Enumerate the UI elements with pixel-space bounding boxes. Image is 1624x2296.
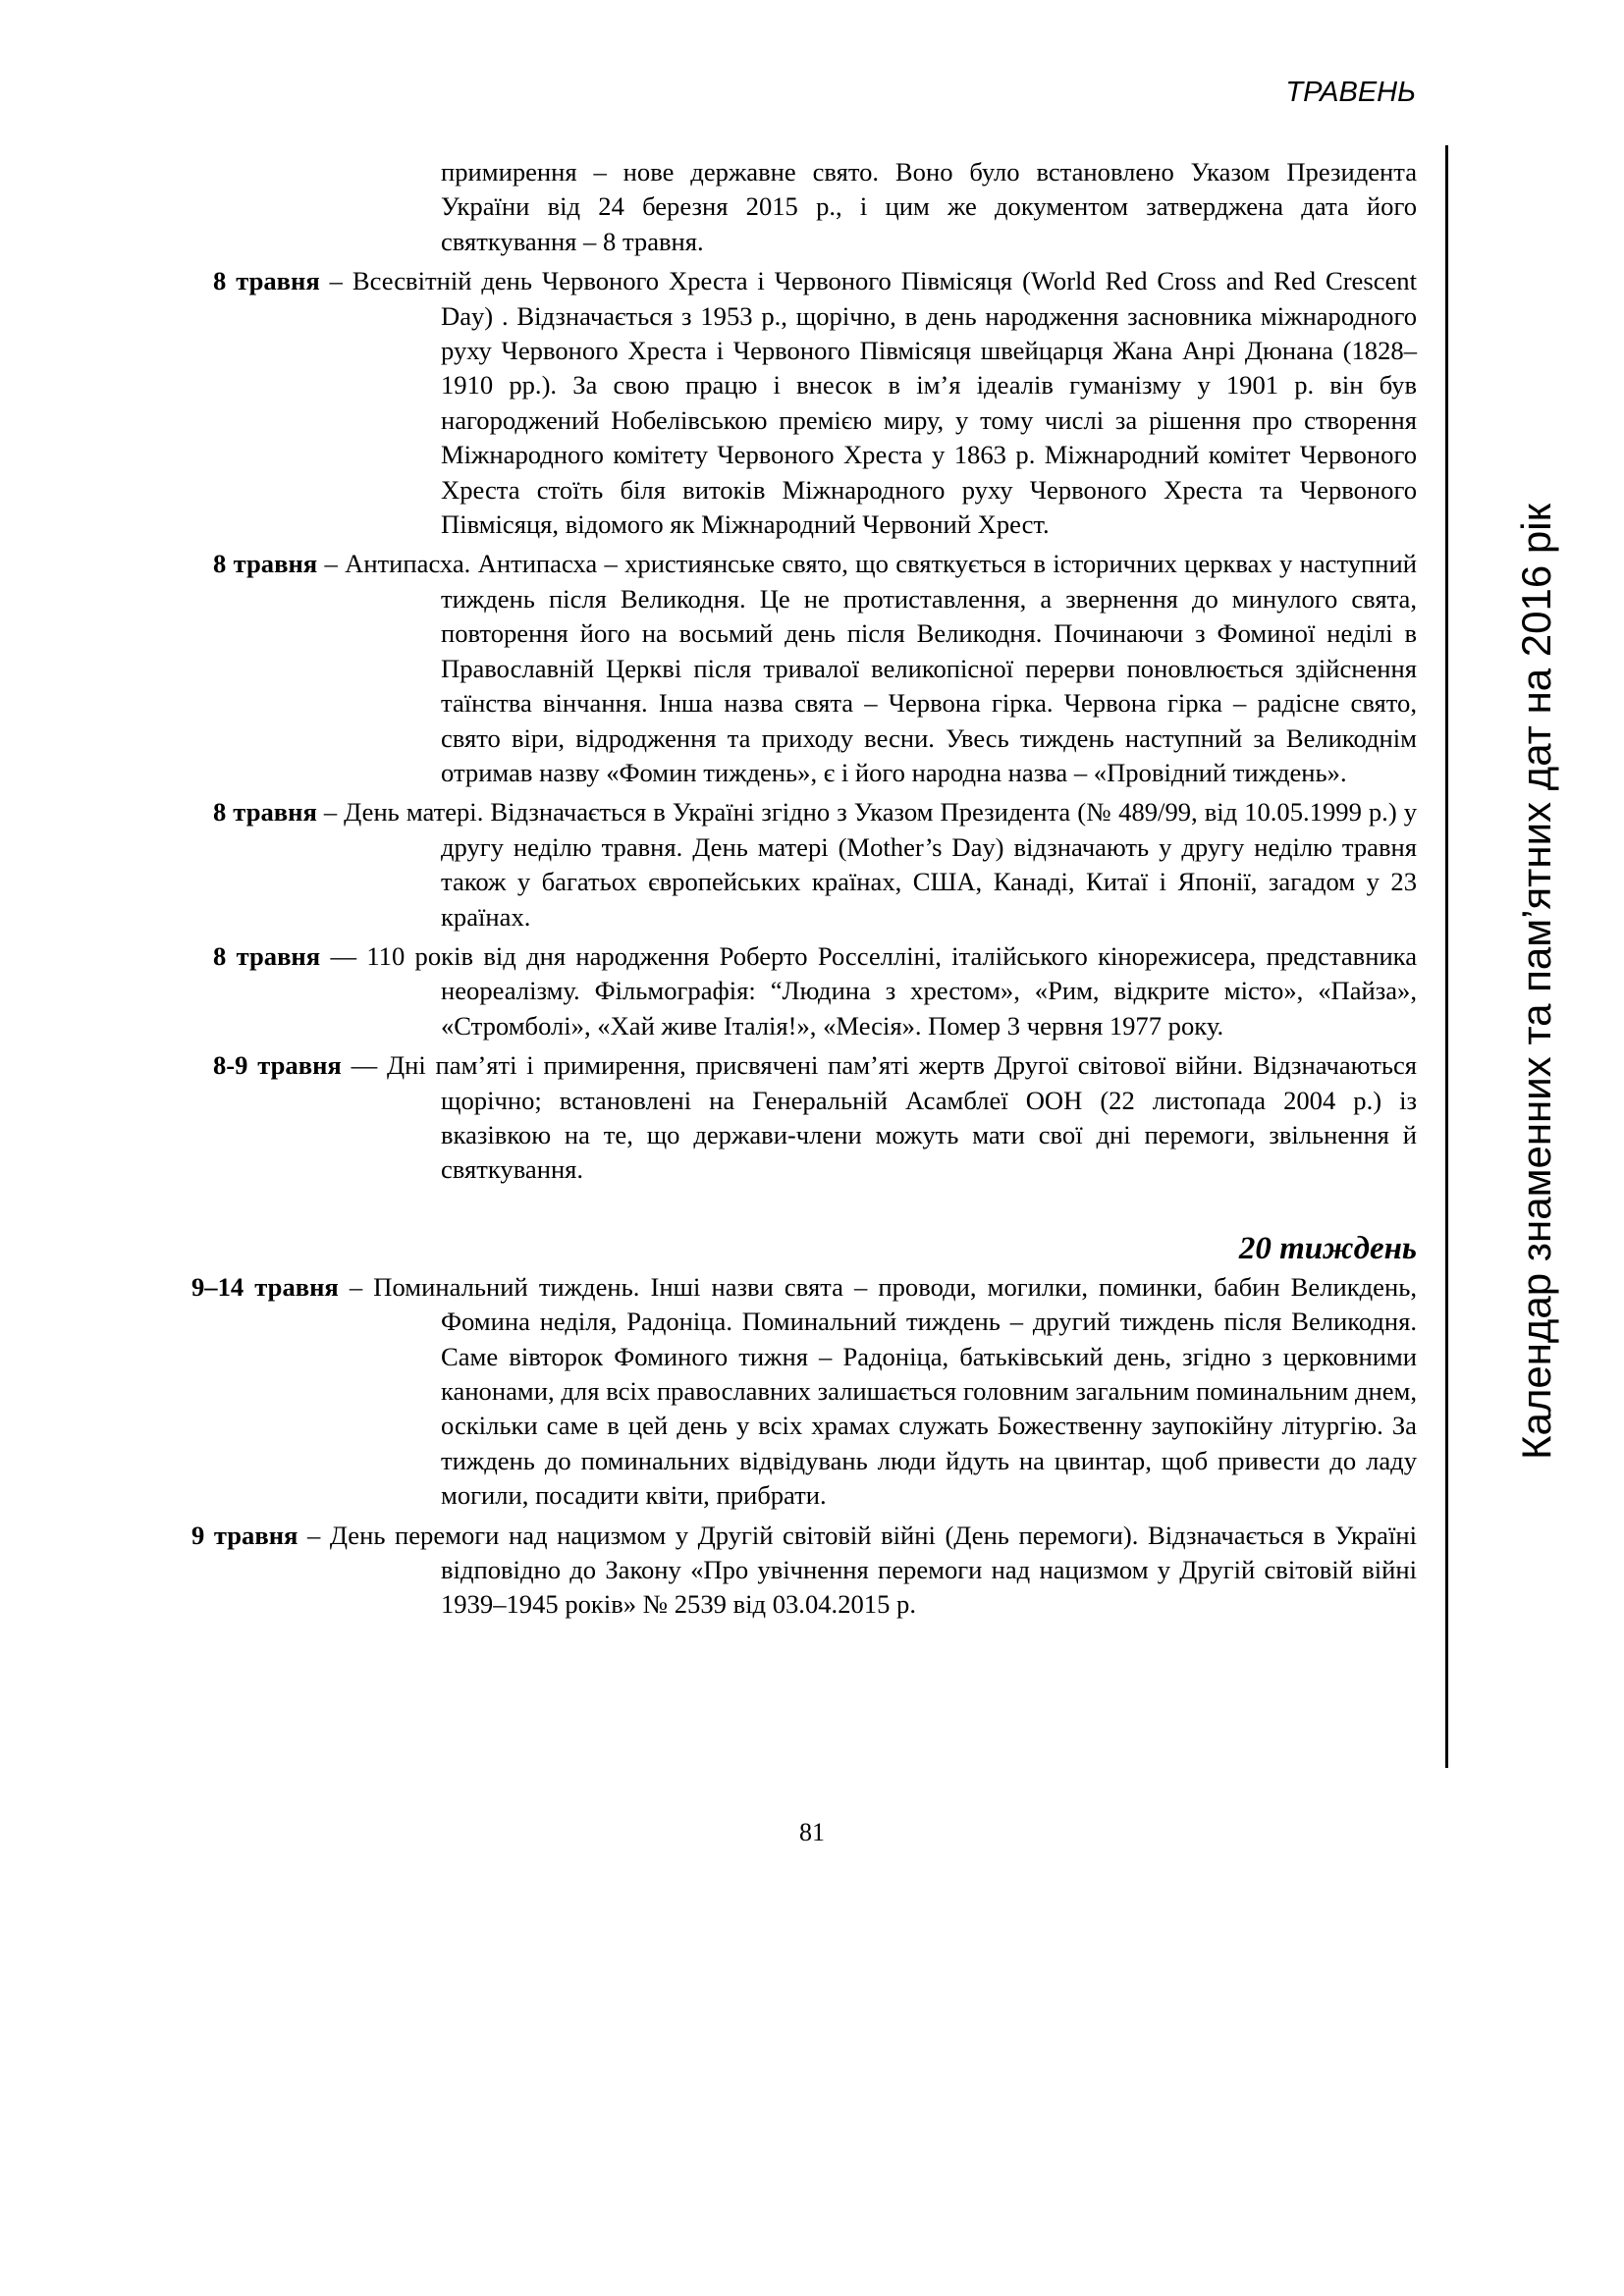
page-number: 81 xyxy=(799,1818,825,1846)
entry-text: – День перемоги над нацизмом у Другій світовій війні (День перемоги). Відзначається в Україні відповідно до Закону «Про увічнення перемоги над нацизмом у Другій світовій війні 1939–1945 років» № 2539 від 03.04.2015 р. xyxy=(298,1520,1417,1620)
entry-date: 8-9 травня xyxy=(213,1050,342,1081)
entry-date: 8 травня xyxy=(213,549,318,579)
entry-date: 8 травня xyxy=(213,940,321,971)
entry-text: — 110 років від дня народження Роберто Росселліні, італійського кінорежисера, представника неореалізму. Фільмографія: “Людина з хрестом», «Рим, відкрите місто», «Пайза», «Стромболі», «Хай живе Італія!», «Месія». Помер 3 червня 1977 року. xyxy=(320,940,1418,1041)
entry-text: – Антипасха. Антипасха – християнське свято, що святкується в історичних церквах у наступний тиждень після Великодня. Це не протиставлення, а звернення до минулого свята, повторення його на восьмий день після Великодня. Починаючи з Фоминої неділі в Православній Церкві після тривалої великопісної перерви поновлюється здійснення таїнства вінчання. Інша назва свята – Червона гірка. Червона гірка – радісне свято, свято віри, відродження та приходу весни. Увесь тиждень наступний за Великоднім отримав назву «Фомин тиждень», є і його народна назва – «Провідний тиждень». xyxy=(317,549,1417,787)
calendar-entry xyxy=(191,1048,1417,1188)
calendar-entry xyxy=(191,795,1417,934)
entry-date: 9 травня xyxy=(191,1520,298,1550)
calendar-entry xyxy=(191,1519,1417,1623)
entry-text: – Всесвітній день Червоного Хреста і Червоного Півмісяця (World Red Cross and Red Crescent Day) . Відзначається з 1953 р., щорічно, в день народження засновника міжнародного руху Червоного Хреста і Червоного Півмісяця швейцарця Жана Анрі Дюнана (1828–1910 рр.). За свою працю і внесок в ім’я ідеалів гуманізму у 1901 р. він був нагороджений Нобелівською премією миру, у тому числі за рішення про створення Міжнародного комітету Червоного Хреста у 1863 р. Міжнародний комітет Червоного Хреста стоїть біля витоків Міжнародного руху Червоного Хреста та Червоного Півмісяця, відомого як Міжнародний Червоний Хрест. xyxy=(319,266,1417,540)
entry-date: 8 травня xyxy=(213,797,317,828)
side-vertical-rule xyxy=(1445,145,1448,1768)
entry-text: – День матері. Відзначається в Україні згідно з Указом Президента (№ 489/99, від 10.05.1999 р.) у другу неділю травня. День матері (Mother’s Day) відзначають у другу неділю травня також у багатьох європейських країнах, США, Канаді, Китаї і Японії, загадом у 23 країнах. xyxy=(316,797,1417,932)
calendar-content xyxy=(191,155,1417,1628)
calendar-entry xyxy=(191,939,1417,1043)
calendar-entry xyxy=(191,264,1417,542)
entry-text: — Дні пам’яті і примирення, присвячені пам’яті жертв Другої світової війни. Відзначаються щорічно; встановлені на Генеральній Асамблеї ООН (22 листопада 2004 р.) із вказівкою на те, що держави-члени можуть мати свої дні перемоги, звільнення й святкування. xyxy=(341,1050,1417,1185)
side-book-title: Календар знаменних та пам’ятних дат на 2016 рік xyxy=(1513,504,1559,1460)
calendar-entry-continuation xyxy=(191,155,1417,259)
running-head: ТРАВЕНЬ xyxy=(1285,77,1416,108)
entry-date: 8 травня xyxy=(213,266,320,296)
entry-text: – Поминальний тиждень. Інші назви свята – проводи, могилки, поминки, бабин Великдень, Фомина неділя, Радоніца. Поминальний тиждень – другий тиждень після Великодня. Саме вівторок Фоминого тижня – Радоніца, батьківський день, згідно з церковними канонами, для всіх православних залишається головним загальним поминальним днем, оскільки саме в цей день у всіх храмах служать Божественну заупокійну літургію. За тиждень до поминальних відвідувань люди йдуть на цвинтар, щоб привести до ладу могили, посадити квіти, прибрати. xyxy=(338,1271,1417,1511)
calendar-entry xyxy=(191,547,1417,790)
calendar-entry xyxy=(191,1270,1417,1514)
entry-text: примирення – нове державне свято. Воно було встановлено Указом Президента України від 24 березня 2015 р., і цим же документом затверджена дата його святкування – 8 травня. xyxy=(441,157,1417,256)
entry-date: 9–14 травня xyxy=(191,1271,339,1302)
week-heading: 20 тиждень xyxy=(1238,1230,1417,1266)
